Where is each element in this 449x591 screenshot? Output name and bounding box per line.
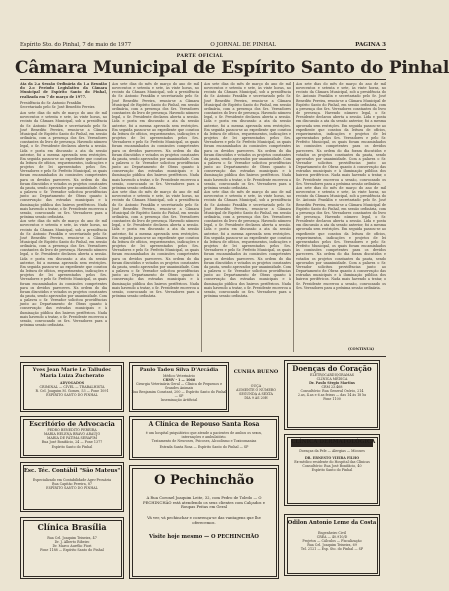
header-page-number: PAGINA 3 [355, 41, 386, 48]
ad-line: Dr. J. Alberto Ribeiro [54, 539, 90, 544]
ad-role: ADVOGADOS [59, 381, 85, 385]
ad-line: Dr. Marco Aurélio Fiori [52, 543, 92, 548]
column-divider [293, 82, 294, 352]
column-divider [201, 82, 202, 352]
ad-title: Escritório de Advocacia [29, 420, 115, 428]
ad-line: Ex-médico residente do Hospital das Clínicas [294, 460, 370, 465]
ad-clinica-dermatologica [284, 434, 380, 506]
ad-title: Yves Jean Marie Le Talludec [32, 367, 112, 373]
ad-line: Rua Benjamim Constant, 200 — Espírito Santo do Pinhal — SP [131, 389, 227, 398]
ad-line: Fone 1100 [323, 397, 341, 402]
article-body-3b: Aos sete dias do mês de março do ano de mil novecentos e setenta e sete, às vinte horas, no recinto da Câmara Municipal, sob a presidência do Sr. Antonio Franklin e secretariado pelo Sr. José Benedito Pereira, reuniu-se a Câmara Municipal de Espírito Santo do Pinhal, em sessão ordinária, com a presença dos Srs. Vereadores constantes do livro de presença. Havendo número legal, o Sr. Presidente declarou aberta a sessão. Lida e posta em discussão a ata da sessão anterior, foi a mesma aprovada sem restrições. Em seguida passou-se ao expediente que constou da leitura de ofícios, requerimentos, indicações e projetos de lei apresentados pelos Srs. Vereadores e pelo Sr. Prefeito Municipal, os quais foram encaminhados às comissões competentes para os devidos pareceres. Na ordem do dia foram discutidos e votados os projetos constantes da pauta, sendo aprovados por unanimidade. Com a palavra o Sr. Vereador solicitou providências junto ao Departamento de Obras quanto à conservação das estradas municipais e à iluminação pública dos bairros periféricos. Nada mais havendo a tratar, o Sr. Presidente encerrou a sessão, convocando os Srs. Vereadores para a próxima sessão ordinária. [204, 190, 291, 298]
ad-line: Fone 1188 — Espírito Santo do Pinhal [40, 548, 104, 553]
ad-line: CREA — 40.910/D [316, 534, 348, 539]
ad-line: Espírito Santo do Pinhal [51, 444, 93, 449]
ad-line: Estrada Santa Rosa — Espírito Santo do Pinhal — SP [159, 444, 249, 449]
article-body-4b: Aos sete dias do mês de março do ano de mil novecentos e setenta e sete, às vinte horas, no recinto da Câmara Municipal, sob a presidência do Sr. Antonio Franklin e secretariado pelo Sr. José Benedito Pereira, reuniu-se a Câmara Municipal de Espírito Santo do Pinhal, em sessão ordinária, com a presença dos Srs. Vereadores constantes do livro de presença. Havendo número legal, o Sr. Presidente declarou aberta a sessão. Lida e posta em discussão a ata da sessão anterior, foi a mesma aprovada sem restrições. Em seguida passou-se ao expediente que constou da leitura de ofícios, requerimentos, indicações e projetos de lei apresentados pelos Srs. Vereadores e pelo Sr. Prefeito Municipal, os quais foram encaminhados às comissões competentes para os devidos pareceres. Na ordem do dia foram discutidos e votados os projetos constantes da pauta, sendo aprovados por unanimidade. Com a palavra o Sr. Vereador solicitou providências junto ao Departamento de Obras quanto à conservação das estradas municipais e à iluminação pública dos bairros periféricos. Nada mais havendo a tratar, o Sr. Presidente encerrou a sessão, convocando os Srs. Vereadores para a próxima sessão ordinária. [296, 185, 386, 290]
article-columns [20, 82, 386, 354]
ad-title: Clínica Brasília [37, 522, 107, 532]
ad-clinica-brasilia [20, 517, 124, 579]
ad-line: Especializado em Contabilidade Agro-Pecuária [32, 477, 112, 482]
section-rule [20, 356, 386, 357]
page-header [20, 40, 386, 50]
ad-escritorio-advocacia [20, 416, 124, 458]
header-date: Espírito Sto. do Pinhal, 7 de maio de 1977 [20, 41, 132, 48]
ad-line: A Rua Coronel Joaquim Leite, 32, com Pedro de Toledo — O PECHINCHÃO está atendendo os seus clientes com Calçados e Roupas Feitas em Geral [143, 495, 265, 510]
ad-line: R. Cel. Joaquim M. Gomes, 53 — Fone 1091 [35, 389, 109, 394]
ad-title: Odilon Antonio Leme da Costa [287, 520, 377, 526]
ad-line: ELETROCARDIOGRAMAS [310, 372, 354, 377]
ad-line: é um hospital psiquiátrico que atende a pacientes de ambos os sexos, internações e ambulatório. [145, 430, 263, 439]
ad-line: DR. ERNESTO VIEIRA FILHO [304, 456, 360, 461]
ad-doencas-coracao [284, 360, 380, 430]
article-column-1 [20, 82, 107, 354]
article-continues: (CONTINUA) [348, 347, 375, 351]
ad-title: O Pechinchão [154, 473, 254, 488]
ad-line: CLÍNICA MÉDICA [316, 376, 348, 381]
article-column-4 [296, 82, 386, 354]
ad-line: ESPÍRITO SANTO DO PINHAL [46, 393, 98, 398]
ad-line: Vá ver, vá pechinchar e convença-se das vantagens que lhe oferecemos. [147, 515, 261, 525]
ad-pechinchao [129, 465, 279, 579]
ad-line: MARIA DE FÁTIMA SERAFIM [46, 436, 98, 441]
article-body-1b: Aos sete dias do mês de março do ano de mil novecentos e setenta e sete, às vinte horas, no recinto da Câmara Municipal, sob a presidência do Sr. Antonio Franklin e secretariado pelo Sr. José Benedito Pereira, reuniu-se a Câmara Municipal de Espírito Santo do Pinhal, em sessão ordinária, com a presença dos Srs. Vereadores constantes do livro de presença. Havendo número legal, o Sr. Presidente declarou aberta a sessão. Lida e posta em discussão a ata da sessão anterior, foi a mesma aprovada sem restrições. Em seguida passou-se ao expediente que constou da leitura de ofícios, requerimentos, indicações e projetos de lei apresentados pelos Srs. Vereadores e pelo Sr. Prefeito Municipal, os quais foram encaminhados às comissões competentes para os devidos pareceres. Na ordem do dia foram discutidos e votados os projetos constantes da pauta, sendo aprovados por unanimidade. Com a palavra o Sr. Vereador solicitou providências junto ao Departamento de Obras quanto à conservação das estradas municipais e à iluminação pública dos bairros periféricos. Nada mais havendo a tratar, o Sr. Presidente encerrou a sessão, convocando os Srs. Vereadores para a próxima sessão ordinária. [20, 219, 107, 328]
ad-line: AUMENTE O NÚMERO [236, 387, 276, 392]
article-column-3 [204, 82, 291, 354]
article-body-4: Aos sete dias do mês de março do ano de mil novecentos e setenta e sete, às vinte horas, no recinto da Câmara Municipal, sob a presidência do Sr. Antonio Franklin e secretariado pelo Sr. José Benedito Pereira, reuniu-se a Câmara Municipal de Espírito Santo do Pinhal, em sessão ordinária, com a presença dos Srs. Vereadores constantes do livro de presença. Havendo número legal, o Sr. Presidente declarou aberta a sessão. Lida e posta em discussão a ata da sessão anterior, foi a mesma aprovada sem restrições. Em seguida passou-se ao expediente que constou da leitura de ofícios, requerimentos, indicações e projetos de lei apresentados pelos Srs. Vereadores e pelo Sr. Prefeito Municipal, os quais foram encaminhados às comissões competentes para os devidos pareceres. Na ordem do dia foram discutidos e votados os projetos constantes da pauta, sendo aprovados por unanimidade. Com a palavra o Sr. Vereador solicitou providências junto ao Departamento de Obras quanto à conservação das estradas municipais e à iluminação pública dos bairros periféricos. Nada mais havendo a tratar, o Sr. Presidente encerrou a sessão, convocando os Srs. Vereadores para a próxima sessão ordinária. [296, 82, 386, 186]
ad-line: CRMV - 1 — 1066 [162, 377, 196, 382]
article-presidency: Presidência do Sr. Antonio Franklin [20, 100, 82, 105]
column-divider [109, 82, 110, 352]
ad-role: Médico Veterinário [162, 373, 195, 378]
ad-line: PEDRO BENEDITO PEREIRA [47, 428, 97, 433]
ad-title: CUNHA BUENO [233, 369, 279, 375]
article-lead: Ata da 2.a Sessão Ordinária da 1.a Reunião do 2.o Período Legislativo da Câmara Municipal de Espírito Santo do Pinhal, realizada em 7 de março de 1977. [20, 82, 107, 99]
ad-line: 2.as, 4.as e 6.as feiras — das 14 às 18 hs [297, 393, 367, 398]
header-paper-name: O JORNAL DE PINHAL [210, 41, 276, 48]
ad-line: Projetos — Cálculos — Fiscalização [302, 538, 362, 543]
ad-line: MARIA HELENA BRAVO ARAÚJO [43, 432, 101, 437]
ad-line: Cirurgia Veterinária Geral — Clínica de Pequenos e Grandes Animais [135, 381, 223, 390]
ad-odilon-leme-costa [284, 514, 380, 576]
ad-line: Consultório: Rua José Bonifácio, 40 [302, 464, 362, 469]
article-body-2b: Aos sete dias do mês de março do ano de mil novecentos e setenta e sete, às vinte horas, no recinto da Câmara Municipal, sob a presidência do Sr. Antonio Franklin e secretariado pelo Sr. José Benedito Pereira, reuniu-se a Câmara Municipal de Espírito Santo do Pinhal, em sessão ordinária, com a presença dos Srs. Vereadores constantes do livro de presença. Havendo número legal, o Sr. Presidente declarou aberta a sessão. Lida e posta em discussão a ata da sessão anterior, foi a mesma aprovada sem restrições. Em seguida passou-se ao expediente que constou da leitura de ofícios, requerimentos, indicações e projetos de lei apresentados pelos Srs. Vereadores e pelo Sr. Prefeito Municipal, os quais foram encaminhados às comissões competentes para os devidos pareceres. Na ordem do dia foram discutidos e votados os projetos constantes da pauta, sendo aprovados por unanimidade. Com a palavra o Sr. Vereador solicitou providências junto ao Departamento de Obras quanto à conservação das estradas municipais e à iluminação pública dos bairros periféricos. Nada mais havendo a tratar, o Sr. Presidente encerrou a sessão, convocando os Srs. Vereadores para a próxima sessão ordinária. [112, 190, 199, 298]
ad-title: Paulo Tadeu Silva D'Arcádia [139, 367, 219, 373]
ad-title: Maria Luiza Zucherato [40, 372, 104, 379]
ad-line: Rua Cel. Joaquim Teixeira, 47 [47, 535, 97, 540]
ad-yves-le-talludec [20, 362, 124, 412]
ad-title: Doenças do Coração [292, 364, 372, 373]
ad-line: Tel. 2121 — Esp. Sto. do Pinhal — SP [300, 547, 364, 552]
ad-cunha-bueno [233, 362, 279, 412]
ad-title: Esc. Téc. Contábil "São Mateus" [23, 468, 121, 474]
ad-line: CRIMINAL — CÍVEL — TRABALHISTA [39, 385, 105, 390]
article-body-1: Aos sete dias do mês de março do ano de mil novecentos e setenta e sete, às vinte horas, no recinto da Câmara Municipal, sob a presidência do Sr. Antonio Franklin e secretariado pelo Sr. José Benedito Pereira, reuniu-se a Câmara Municipal de Espírito Santo do Pinhal, em sessão ordinária, com a presença dos Srs. Vereadores constantes do livro de presença. Havendo número legal, o Sr. Presidente declarou aberta a sessão. Lida e posta em discussão a ata da sessão anterior, foi a mesma aprovada sem restrições. Em seguida passou-se ao expediente que constou da leitura de ofícios, requerimentos, indicações e projetos de lei apresentados pelos Srs. Vereadores e pelo Sr. Prefeito Municipal, os quais foram encaminhados às comissões competentes para os devidos pareceres. Na ordem do dia foram discutidos e votados os projetos constantes da pauta, sendo aprovados por unanimidade. Com a palavra o Sr. Vereador solicitou providências junto ao Departamento de Obras quanto à conservação das estradas municipais e à iluminação pública dos bairros periféricos. Nada mais havendo a tratar, o Sr. Presidente encerrou a sessão, convocando os Srs. Vereadores para a próxima sessão ordinária. [20, 111, 107, 220]
ad-line: Espírito Santo do Pinhal [311, 468, 353, 473]
ad-line: Doenças da Pele — Alergias — Micoses [299, 448, 365, 453]
headline: Câmara Municipal de Espírito Santo do Pinhal [15, 58, 449, 78]
ad-clinica-repouso [129, 416, 279, 460]
article-body-2: Aos sete dias do mês de março do ano de mil novecentos e setenta e sete, às vinte horas, no recinto da Câmara Municipal, sob a presidência do Sr. Antonio Franklin e secretariado pelo Sr. José Benedito Pereira, reuniu-se a Câmara Municipal de Espírito Santo do Pinhal, em sessão ordinária, com a presença dos Srs. Vereadores constantes do livro de presença. Havendo número legal, o Sr. Presidente declarou aberta a sessão. Lida e posta em discussão a ata da sessão anterior, foi a mesma aprovada sem restrições. Em seguida passou-se ao expediente que constou da leitura de ofícios, requerimentos, indicações e projetos de lei apresentados pelos Srs. Vereadores e pelo Sr. Prefeito Municipal, os quais foram encaminhados às comissões competentes para os devidos pareceres. Na ordem do dia foram discutidos e votados os projetos constantes da pauta, sendo aprovados por unanimidade. Com a palavra o Sr. Vereador solicitou providências junto ao Departamento de Obras quanto à conservação das estradas municipais e à iluminação pública dos bairros periféricos. Nada mais havendo a tratar, o Sr. Presidente encerrou a sessão, convocando os Srs. Vereadores para a próxima sessão ordinária. [112, 82, 199, 190]
article-secretary: Secretariado pelo Sr. José Benedito Pereira [20, 104, 95, 109]
ad-line: Engenheiro Civil [317, 530, 346, 535]
ad-paulo-darcadia [129, 362, 229, 412]
ad-line: Rua José Bonifácio, 24 — Fone 1377 [41, 440, 103, 445]
ad-line: CRM 23.468 [321, 384, 343, 389]
ad-title: A Clínica de Repouso Santa Rosa [148, 421, 260, 428]
headline-rule [20, 79, 386, 80]
ad-line: DIA 9 ÀS 20H [244, 395, 268, 400]
ad-line: OUÇA [250, 383, 262, 388]
ad-line: SEGUNDA A SEXTA [239, 391, 273, 396]
ad-line: Visite hoje mesmo — O PECHINCHÃO [149, 534, 259, 541]
ad-title: CLÍNICA DERMATOLÓGICA [291, 439, 376, 445]
ad-line: Dr. Paulo Sérgio Martins [309, 380, 355, 385]
ad-line: Rua Capitão Pereira, 87 [51, 482, 93, 487]
ad-line: Inseminação Artificial [160, 398, 198, 403]
ad-line: Tratamento de Neuroses, Psicoses, Alcoolismo e Toxicomanias [151, 438, 257, 443]
ad-escritorio-contabil [20, 462, 124, 512]
section-kicker: PARTE OFICIAL [176, 53, 224, 59]
ad-line: Consultório: Rua General Osório, 214 [300, 389, 364, 394]
article-body-3: Aos sete dias do mês de março do ano de mil novecentos e setenta e sete, às vinte horas, no recinto da Câmara Municipal, sob a presidência do Sr. Antonio Franklin e secretariado pelo Sr. José Benedito Pereira, reuniu-se a Câmara Municipal de Espírito Santo do Pinhal, em sessão ordinária, com a presença dos Srs. Vereadores constantes do livro de presença. Havendo número legal, o Sr. Presidente declarou aberta a sessão. Lida e posta em discussão a ata da sessão anterior, foi a mesma aprovada sem restrições. Em seguida passou-se ao expediente que constou da leitura de ofícios, requerimentos, indicações e projetos de lei apresentados pelos Srs. Vereadores e pelo Sr. Prefeito Municipal, os quais foram encaminhados às comissões competentes para os devidos pareceres. Na ordem do dia foram discutidos e votados os projetos constantes da pauta, sendo aprovados por unanimidade. Com a palavra o Sr. Vereador solicitou providências junto ao Departamento de Obras quanto à conservação das estradas municipais e à iluminação pública dos bairros periféricos. Nada mais havendo a tratar, o Sr. Presidente encerrou a sessão, convocando os Srs. Vereadores para a próxima sessão ordinária. [204, 82, 291, 190]
ad-line: Rua Cel. Joaquim Teixeira, 69 [307, 543, 357, 547]
ad-line: ESPÍRITO SANTO DO PINHAL [46, 486, 98, 491]
article-column-2 [112, 82, 199, 354]
